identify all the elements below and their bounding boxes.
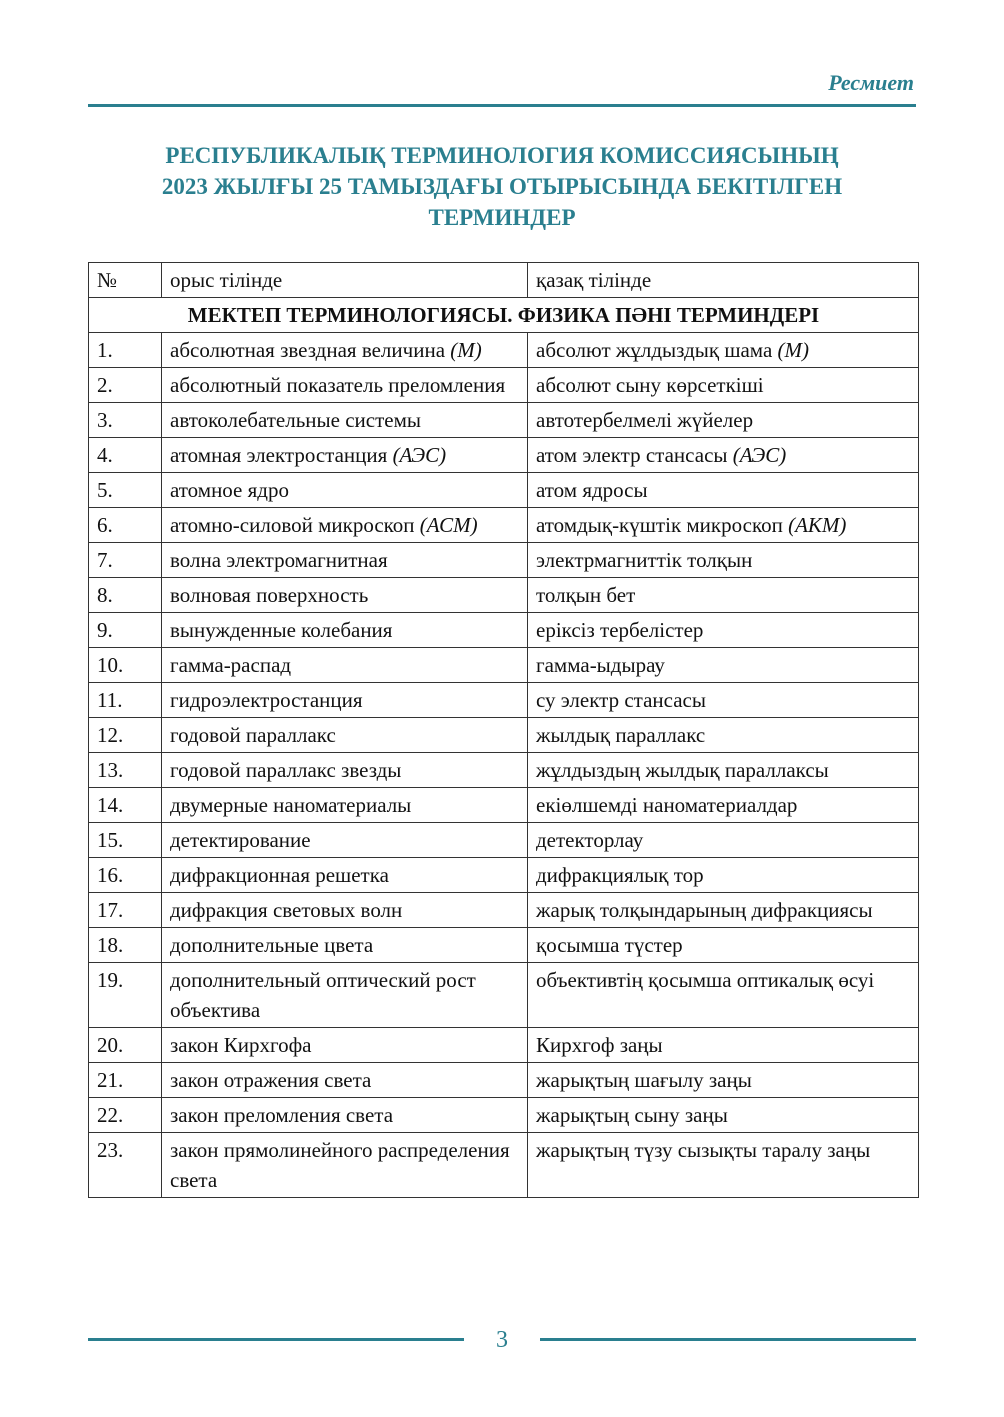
table-row	[89, 613, 919, 648]
kazakh-term	[528, 613, 919, 648]
header-divider	[88, 104, 916, 107]
title-line-3: ТЕРМИНДЕР	[428, 205, 576, 230]
russian-term	[162, 893, 528, 928]
russian-term	[162, 928, 528, 963]
table-header-row	[89, 263, 919, 298]
kazakh-term-text: автотербелмелі жүйелер	[536, 408, 754, 432]
russian-term-text: гамма-распад	[170, 653, 292, 677]
row-number: 5.	[89, 473, 162, 508]
kazakh-term-text: гамма-ыдырау	[536, 653, 665, 677]
kazakh-term-text: еріксіз тербелістер	[536, 618, 704, 642]
row-number: 9.	[89, 613, 162, 648]
kazakh-term	[528, 508, 919, 543]
row-number: 22.	[89, 1098, 162, 1133]
table-row	[89, 683, 919, 718]
table-row	[89, 1028, 919, 1063]
kazakh-term-text: дифракциялық тор	[536, 863, 704, 887]
row-number: 10.	[89, 648, 162, 683]
russian-term	[162, 1098, 528, 1133]
kazakh-term	[528, 718, 919, 753]
terms-table	[88, 262, 919, 1198]
row-number: 19.	[89, 963, 162, 1028]
kazakh-term-text: жарықтың шағылу заңы	[536, 1068, 752, 1092]
kazakh-term	[528, 473, 919, 508]
russian-term-text: вынужденные колебания	[170, 618, 393, 642]
row-number: 16.	[89, 858, 162, 893]
table-row	[89, 1063, 919, 1098]
russian-term-text: абсолютный показатель преломления	[170, 373, 506, 397]
kazakh-term-text: жарықтың сыну заңы	[536, 1103, 728, 1127]
kazakh-term	[528, 963, 919, 1028]
kazakh-term	[528, 858, 919, 893]
kazakh-term	[528, 928, 919, 963]
page-title	[100, 140, 904, 233]
kazakh-term-text: жарық толқындарының дифракциясы	[536, 898, 873, 922]
russian-term-text: детектирование	[170, 828, 311, 852]
table-row	[89, 648, 919, 683]
russian-term	[162, 963, 528, 1028]
russian-term	[162, 788, 528, 823]
russian-term-text: гидроэлектростанция	[170, 688, 363, 712]
kazakh-term	[528, 823, 919, 858]
russian-term-text: закон Кирхгофа	[170, 1033, 312, 1057]
russian-term	[162, 858, 528, 893]
russian-term	[162, 473, 528, 508]
table-row	[89, 858, 919, 893]
kazakh-term	[528, 893, 919, 928]
row-number: 7.	[89, 543, 162, 578]
kazakh-term-text: екіөлшемді наноматериалдар	[536, 793, 798, 817]
russian-term	[162, 1133, 528, 1198]
russian-term-text: волновая поверхность	[170, 583, 369, 607]
table-row	[89, 1098, 919, 1133]
kazakh-term-text: электрмагниттік толқын	[536, 548, 753, 572]
russian-term-text: автоколебательные системы	[170, 408, 421, 432]
kazakh-term	[528, 648, 919, 683]
russian-term-text: абсолютная звездная величина	[170, 338, 446, 362]
header-russian: орыс тілінде	[162, 263, 528, 298]
russian-term	[162, 1028, 528, 1063]
russian-term-text: атомная электростанция	[170, 443, 388, 467]
kazakh-term	[528, 1063, 919, 1098]
table-row	[89, 543, 919, 578]
section-heading: МЕКТЕП ТЕРМИНОЛОГИЯСЫ. ФИЗИКА ПӘНІ ТЕРМИНДЕРІ	[89, 298, 919, 333]
table-row	[89, 368, 919, 403]
row-number: 23.	[89, 1133, 162, 1198]
kazakh-term	[528, 683, 919, 718]
kazakh-term-text: абсолют жұлдыздық шама	[536, 338, 773, 362]
row-number: 4.	[89, 438, 162, 473]
russian-term	[162, 718, 528, 753]
russian-term	[162, 438, 528, 473]
russian-term	[162, 648, 528, 683]
table-row	[89, 1133, 919, 1198]
kazakh-term-text: абсолют сыну көрсеткіші	[536, 373, 764, 397]
kazakh-term	[528, 368, 919, 403]
row-number: 15.	[89, 823, 162, 858]
table-row	[89, 753, 919, 788]
table-row	[89, 473, 919, 508]
kazakh-term	[528, 753, 919, 788]
kazakh-term	[528, 333, 919, 368]
kazakh-term	[528, 403, 919, 438]
kazakh-term-text: қосымша түстер	[536, 933, 683, 957]
russian-term-text: двумерные наноматериалы	[170, 793, 412, 817]
table-row	[89, 578, 919, 613]
russian-term-text: закон отражения света	[170, 1068, 372, 1092]
kazakh-term-text: атомдық-күштік микроскоп	[536, 513, 783, 537]
russian-term	[162, 333, 528, 368]
table-row	[89, 963, 919, 1028]
table-row	[89, 928, 919, 963]
header-kazakh: қазақ тілінде	[528, 263, 919, 298]
kazakh-term	[528, 438, 919, 473]
row-number: 14.	[89, 788, 162, 823]
kazakh-abbreviation: (АЭС)	[732, 443, 787, 467]
table-row	[89, 718, 919, 753]
kazakh-term	[528, 788, 919, 823]
section-heading-row	[89, 298, 919, 333]
russian-term-text: дополнительный оптический рост объектива	[170, 968, 476, 1022]
row-number: 8.	[89, 578, 162, 613]
russian-term	[162, 753, 528, 788]
footer-divider-left	[88, 1338, 464, 1341]
row-number: 6.	[89, 508, 162, 543]
kazakh-term-text: детекторлау	[536, 828, 644, 852]
header-number: №	[89, 263, 162, 298]
kazakh-term-text: толқын бет	[536, 583, 636, 607]
russian-term-text: атомное ядро	[170, 478, 289, 502]
russian-term-text: годовой параллакс звезды	[170, 758, 402, 782]
kazakh-term	[528, 1098, 919, 1133]
russian-term	[162, 823, 528, 858]
table-row	[89, 333, 919, 368]
kazakh-abbreviation: (АКМ)	[788, 513, 847, 537]
russian-term-text: дифракция световых волн	[170, 898, 403, 922]
russian-term	[162, 1063, 528, 1098]
russian-term-text: годовой параллакс	[170, 723, 336, 747]
russian-term	[162, 368, 528, 403]
russian-term	[162, 543, 528, 578]
table-row	[89, 438, 919, 473]
russian-term	[162, 613, 528, 648]
row-number: 1.	[89, 333, 162, 368]
section-label: Ресмиет	[828, 70, 914, 95]
table-row	[89, 508, 919, 543]
row-number: 17.	[89, 893, 162, 928]
russian-abbreviation: (M)	[450, 338, 482, 362]
kazakh-term	[528, 1028, 919, 1063]
kazakh-term-text: жарықтың түзу сызықты таралу заңы	[536, 1138, 871, 1162]
table-row	[89, 788, 919, 823]
table-row	[89, 823, 919, 858]
table-row	[89, 403, 919, 438]
russian-term-text: закон преломления света	[170, 1103, 394, 1127]
russian-term	[162, 683, 528, 718]
kazakh-term	[528, 578, 919, 613]
russian-abbreviation: (АЭС)	[392, 443, 447, 467]
russian-term-text: атомно-силовой микроскоп	[170, 513, 415, 537]
russian-term	[162, 578, 528, 613]
row-number: 13.	[89, 753, 162, 788]
row-number: 12.	[89, 718, 162, 753]
kazakh-term	[528, 543, 919, 578]
title-line-1: РЕСПУБЛИКАЛЫҚ ТЕРМИНОЛОГИЯ КОМИССИЯСЫНЫҢ	[165, 143, 839, 168]
russian-term	[162, 403, 528, 438]
russian-term-text: волна электромагнитная	[170, 548, 388, 572]
kazakh-term-text: су электр стансасы	[536, 688, 706, 712]
russian-term-text: дифракционная решетка	[170, 863, 389, 887]
table-row	[89, 893, 919, 928]
russian-term	[162, 508, 528, 543]
row-number: 21.	[89, 1063, 162, 1098]
row-number: 3.	[89, 403, 162, 438]
kazakh-term-text: атом ядросы	[536, 478, 648, 502]
row-number: 11.	[89, 683, 162, 718]
page-number: 3	[496, 1327, 508, 1353]
kazakh-abbreviation: (M)	[777, 338, 810, 362]
row-number: 20.	[89, 1028, 162, 1063]
kazakh-term-text: объективтің қосымша оптикалық өсуі	[536, 968, 875, 992]
footer-divider-right	[540, 1338, 916, 1341]
title-line-2: 2023 ЖЫЛҒЫ 25 ТАМЫЗДАҒЫ ОТЫРЫСЫНДА БЕКІТІЛГЕН	[161, 174, 843, 199]
row-number: 2.	[89, 368, 162, 403]
kazakh-term-text: жұлдыздың жылдық параллаксы	[536, 758, 829, 782]
row-number: 18.	[89, 928, 162, 963]
russian-term-text: дополнительные цвета	[170, 933, 374, 957]
kazakh-term-text: Кирхгоф заңы	[536, 1033, 663, 1057]
russian-term-text: закон прямолинейного распределения света	[170, 1138, 510, 1192]
kazakh-term	[528, 1133, 919, 1198]
russian-abbreviation: (АСМ)	[419, 513, 478, 537]
kazakh-term-text: жылдық параллакс	[536, 723, 706, 747]
kazakh-term-text: атом электр стансасы	[536, 443, 728, 467]
